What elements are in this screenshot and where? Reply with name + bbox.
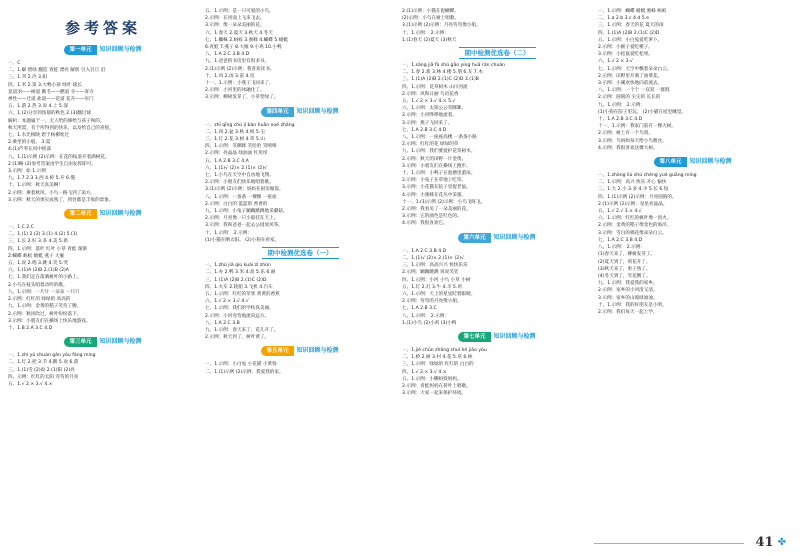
- answer-line: 四、1.(1)A (2)B 2.(1)C (2)D: [598, 30, 660, 36]
- answer-line: 3.示例：燕子飞回来了。: [402, 120, 453, 126]
- answer-line: 3.示例：鸟妈妈每天给小鸟喂食。: [598, 138, 667, 144]
- answer-line: 一、1.sāng jiā fǔ shǔ gāo yíng huā rán chuán: [402, 63, 506, 69]
- unit-banner-tag: 第八单元: [654, 157, 686, 167]
- answer-line: 十、1.示例： 2.示例：: [205, 230, 252, 236]
- answer-line: 七、1.我们走在落满树叶的小路上。: [8, 275, 82, 281]
- answer-line: 八、1.A 2.C 3.B: [205, 320, 240, 326]
- answer-line: (3)秋天来了，果子熟了。: [598, 266, 651, 272]
- answer-line: 2.示例：小猴子爱吃桃子。: [598, 45, 653, 51]
- answer-line: (1)小猫在晒太阳。 (2)小狗在看家。: [205, 237, 280, 243]
- answer-line: 三、1.示例：高高兴兴 快快乐乐: [402, 263, 468, 269]
- answer-line: 七、1.A 2.B 3.C: [402, 306, 437, 312]
- answer-line: 二、1.办 2.鸭 3.米 4.高 5.乐 6.丽: [205, 270, 276, 276]
- unit-banner-text: 知识回顾与检测: [493, 332, 536, 340]
- answer-line: 2.示例：我看见了一朵美丽的花。: [402, 207, 471, 213]
- answer-line: 4.(1)芦苇在风中摇荡: [8, 147, 52, 153]
- answer-line: 二、1.冈 2.盆 3.秋 4.纸 5.尖: [205, 129, 265, 135]
- answer-line: 七、1.水光相映 碧于杨柳吹过: [8, 133, 69, 139]
- page-number: 41: [755, 535, 774, 550]
- answer-line: 2.示例：小朋友们快乐地唱着歌。: [205, 180, 274, 186]
- answer-line: 2.示例：金黄的稻子像金色的海洋。: [598, 223, 672, 229]
- answer-line: 六、1.(1)√ (2)× 2.(1)× (2)√: [205, 165, 267, 171]
- answer-line: 六、1.(1)A (2)B 2.(1)B (2)A: [8, 268, 69, 274]
- answer-line: 一、1.zhǔ jiǎ qiú kuài zǐ zhǔn: [205, 263, 271, 269]
- column-2: [205, 8, 395, 528]
- answer-line: 2.示例：风和日丽 鸟语花香: [402, 91, 459, 97]
- answer-line: 3.(1)示例 (2)示例：妈妈在厨房做饭。: [205, 187, 284, 193]
- answer-line: 五、1.示例：小蝌蚪找妈妈。: [402, 376, 462, 382]
- answer-line: 3.示例：它的颜色是红色的。: [402, 214, 462, 220]
- answer-line: 七、1.蜘蛛 2.蚂蚁 3.蜜蜂 4.蝴蝶 5.蜻蜓: [205, 37, 288, 43]
- answer-line: 十、1.示例：秋天真美啊！: [8, 183, 63, 189]
- answer-line: 2.示例：圆圆的 尖尖的 长长的: [598, 95, 661, 101]
- answer-line: 六、1.√ 2.× 3.√: [598, 59, 633, 65]
- answer-line: 三、1.(1)A (2)B 2.(1)C (2)D: [205, 277, 267, 283]
- answer-line: 四、1.(1)示例 (2)示例：月亮圆圆的。: [598, 194, 677, 200]
- answer-line: 八、1.(1)示例 (2)示例：在花的枝条开着满树花。: [8, 154, 110, 160]
- answer-line: 禅性——迁道 盐道——花道 花卉——宰门: [8, 97, 94, 103]
- answer-line: 4.示例：小蜜蜂在花丛中采蜜。: [402, 192, 467, 198]
- unit-banner-text: 知识回顾与检测: [296, 107, 339, 115]
- unit-banner-tag: 第六单元: [458, 233, 490, 243]
- answer-line: 2.示例：我们每天一起上学。: [598, 309, 658, 315]
- answer-line: 竟道羽——树道 鹅毛——燃道 寺——寄寺: [8, 89, 94, 95]
- unit-banner-text: 知识回顾与检测: [296, 347, 339, 355]
- answer-line: 2.示例：秋天的田野一片金黄。: [402, 156, 467, 162]
- answer-line: 二、1.(1) 2.(2) 3.(1) 4.(2) 5.(1): [8, 232, 78, 238]
- answer-line: 3.示例：大家一起来保护环境。: [402, 391, 467, 397]
- unit-banner: [205, 106, 395, 118]
- answer-line: 三、1.(1)雪 (2)雨 2.(1)阳 (2)亮: [8, 367, 75, 373]
- answer-line: 六、1.示例：天上的星星眨着眼睛。: [402, 291, 476, 297]
- answer-line: 九、1.示例：小兔子蹦蹦跳跳地采蘑菇。: [205, 209, 288, 215]
- answer-line: 十、1.示例：我的好朋友是小明。: [598, 302, 667, 308]
- unit-banner-text: 知识回顾与检测: [99, 210, 142, 218]
- answer-line: 三、1.示例：绿绿的 红红的 白白的: [402, 362, 474, 368]
- unit-banner: [402, 232, 592, 244]
- answer-line: 五、1.A 2.B 3.C 4.A: [205, 158, 249, 164]
- answer-line: 2.蝴蝶 蚂蚁 蜻蜓 燕子 大雁: [8, 253, 65, 259]
- answer-line: 2.示例：白白的 蓝蓝的 香香的: [205, 201, 268, 207]
- answer-line: 四、1.示例：小河 小鸟 小草 小树: [402, 277, 471, 283]
- answer-line: 一、C: [8, 61, 21, 66]
- answer-line: 十、1.B 2.A 3.C 4.D: [8, 325, 53, 331]
- answer-line: 3.(1)示例 (2)示例：月亮弯弯像小船。: [402, 23, 481, 29]
- unit-banner-tag: 第四单元: [261, 107, 293, 117]
- answer-line: 五、1.示例：是一只可爱的小鸟。: [205, 9, 274, 14]
- answer-line: 五、1.游 2.热 3.说 4.上 5.深: [8, 104, 68, 110]
- answer-line: 四、1.√ 2.× 3.√ 4.×: [402, 369, 447, 375]
- answer-line: 4.示例：我很喜欢它。: [402, 221, 448, 227]
- answer-line: 一、zhī qīng chù jí bàn huān xué zhǎng: [205, 122, 295, 128]
- answer-line: 六、1.(2)分享到浓郁的秋色 2.(3)翻过球: [8, 111, 91, 117]
- answer-line: 2.(1)示例 (2)示例：星星亮晶晶。: [598, 201, 668, 207]
- answer-line: 一、1.zhí yǔ chuán gǎn yòu fǎng míng: [8, 353, 96, 359]
- answer-line: 2.示例：蹦蹦跳跳 说说笑笑: [402, 270, 459, 276]
- answer-line: 二、1.解 碧绿 翻造 青蛙 漂亮 解别 引入目旦 沿: [8, 68, 106, 74]
- answer-line: 解析：本题属于一、无人给的修给与孩子和的。: [8, 118, 105, 124]
- answer-line: 十一、1.(1)示例 (2)示例：小鸟飞呀飞。: [402, 199, 486, 205]
- answer-line: 2.示例：亮晶晶 绿油油 红彤彤: [205, 151, 268, 157]
- answer-line: 二、1.(1)示例 (2)示例：我爱我的家。: [205, 369, 284, 375]
- answer-line: 七、1.示例：我们的学校真美丽。: [205, 306, 274, 312]
- answer-line: 七、1.小鸟在天空中自由地飞翔。: [205, 173, 274, 179]
- section-heading: [205, 248, 395, 258]
- unit-banner-tag: 第三单元: [64, 337, 96, 347]
- answer-line: 十、1.示例：小鸭子在池塘里游泳。: [402, 171, 476, 177]
- answer-line: 二、1.(1)√ (2)× 2.(1)× (2)√: [402, 255, 464, 261]
- answer-line: 八、1.示例：一条条 一棵棵 一座座: [205, 194, 277, 200]
- answer-line: 十、1.A 2.B 3.C 4.D: [598, 117, 643, 123]
- answer-line: 十一、1.示例：我家门前有一棵大树。: [598, 124, 676, 130]
- answer-line: 2.示例：青蛙妈妈在荷叶上唱歌。: [402, 383, 471, 389]
- unit-banner: [8, 44, 198, 56]
- answer-line: 七、1.A 2.C 3.B 4.D: [598, 237, 643, 243]
- answer-line: 2.示例：秋天到了，树叶黄了。: [205, 335, 270, 341]
- answer-line: 1.(1)小鸟 (2)小鸡 (3)小鸭: [402, 320, 457, 326]
- answer-line: (1)春天来了，柳树发芽了。: [598, 252, 656, 258]
- answer-line: 四、1.火车 2.轮船 3.飞机 4.汽车: [205, 284, 273, 290]
- answer-line: 3.示例：秋天的果实成熟了，到处都是丰收的景象。: [8, 197, 114, 203]
- answer-line: 五、1.√ 2.× 3.√ 4.× 5.√: [402, 99, 456, 105]
- answer-line: 二、1.a 2.b 3.c 4.d 5.e: [598, 16, 649, 22]
- answer-line: 二、1.桥 2.树 3.村 4.花 5.草 6.林: [402, 355, 473, 361]
- answer-line: 八、1.A 2.C 3.B 4.D: [205, 52, 250, 58]
- answer-line: 三、1.长 2.好 3.多 4.美 5.新: [8, 239, 68, 245]
- answer-line: 3.示例：柳树发芽了，小草变绿了。: [205, 95, 279, 101]
- unit-banner-text: 知识回顾与检测: [689, 158, 732, 166]
- answer-line: 九、1.示例：我爱我的家乡。: [598, 281, 658, 287]
- unit-banner-tag: 第一单元: [64, 45, 96, 55]
- answer-line: 2.乘坐的小船。 3.夏: [8, 140, 51, 146]
- answer-line: 3.示例：家乡的山坡绿油油。: [598, 295, 658, 301]
- answer-line: 2.示例：小河里的冰融化了。: [205, 88, 265, 94]
- answer-line: 2.小鸟在枝头唱着动听的歌。: [8, 282, 68, 288]
- answer-line: 3.示例：小朋友们在操场上跑步。: [402, 163, 471, 169]
- answer-line: 2.示例：红红的 绿绿的 高高的: [8, 297, 71, 303]
- answer-line: 一、1.jié chūn zhòng shuǐ hé jiāo yóu: [402, 347, 487, 353]
- answer-line: 2.示例：在河面上飞来飞去。: [205, 16, 265, 22]
- answer-line: 一、1.C 2.C: [8, 225, 34, 231]
- answer-line: 2.(1)示例：小猫在捉蝴蝶。: [402, 9, 459, 14]
- answer-line: 四、1.米 2.第 3.大鸭小孩 绿叶 疏长: [8, 82, 83, 88]
- answer-line: 1.(1)春天 (2)夏天 (3)秋天: [402, 37, 457, 43]
- answer-line: 2.(1)示例 (2)示例：我喜欢读书。: [205, 66, 275, 72]
- answer-line: 4.示例：我很喜欢这棵大树。: [598, 145, 658, 151]
- answer-line: 2.示例：小河哗哗地流着。: [402, 113, 457, 119]
- answer-line: 九、1.7 2.3 3.西 4.桥 5.开 6.慢: [8, 176, 76, 182]
- answer-line: 十、1.风 2.雨 3.雷 4.电: [205, 73, 255, 79]
- answer-line: 四、1.示例：落叶 红叶 小草 青蛙 渐渐: [8, 246, 88, 252]
- answer-line: 2.示例：家乡的小河清又清。: [598, 288, 658, 294]
- answer-line: 2.示例：树上有一个鸟窝。: [598, 131, 653, 137]
- answer-line: 三、1.灯 2.花 3.树 4.草 5.山: [205, 137, 265, 143]
- answer-line: 五、1.√ 2.√ 3.× 4.√: [598, 209, 642, 215]
- answer-line: 五、1.示例：红红的苹果 黄黄的香蕉: [205, 291, 280, 297]
- answer-line: 二、1.春 2.新 3.林 4.楼 5.朋 6.友 7.木: [402, 70, 483, 76]
- answer-line: 二、1.示例：高兴 快乐 开心 愉快: [598, 180, 667, 186]
- answer-line: 2.示例：月亮像一只小船挂在天上。: [205, 216, 279, 222]
- answer-line: (4)冬天到了，雪花飘了。: [598, 273, 651, 279]
- answer-line: (2)夏天到了，荷花开了。: [598, 259, 651, 265]
- answer-line: 四、1.示例：笑眯眯 笑哈哈 笑嘻嘻: [205, 144, 277, 150]
- unit-banner: [598, 156, 788, 168]
- answer-line: 2.示例：红红的花 绿绿的草: [402, 142, 459, 148]
- answer-line: 一、1.示例：蝴蝶 蜻蜓 蜜蜂 蚂蚁: [598, 9, 667, 14]
- answer-line: 3.示例：小朋友们在操场上快乐地游戏。: [8, 318, 91, 324]
- page-title: 参考答案: [64, 19, 141, 37]
- answer-line: 六、1.示例：红红的枫叶像一团火。: [598, 216, 672, 222]
- column-4: [598, 8, 788, 528]
- answer-line: 八、1.示例：一座座高楼 一条条小路: [402, 135, 477, 141]
- answer-line: 八、1.示例： 2.示例：: [598, 245, 645, 251]
- unit-banner-tag: 第二单元: [64, 209, 96, 219]
- answer-line: 3.示例：小花猫在院子里捉老鼠。: [402, 185, 471, 191]
- answer-line: 七、1.A 2.B 3.C 4.D: [402, 127, 447, 133]
- answer-line: 2.示例：小兔子在草地上吃草。: [402, 178, 467, 184]
- answer-line: 三、1.大 2.小 3.多 4.少 5.长 6.短: [598, 187, 669, 193]
- answer-line: 十、1.示例： 2.示例：: [402, 30, 449, 36]
- unit-banner-tag: 第七单元: [458, 332, 490, 342]
- answer-line: 十一、1.示例：小燕子飞回来了。: [205, 81, 274, 87]
- section-heading-text: 期中检测优选卷（一）: [262, 247, 339, 259]
- unit-banner-tag: 第五单元: [261, 346, 293, 356]
- answer-line: 五、1.灯 2.灯 3.牛 4.羊 5.鸡: [402, 284, 462, 290]
- answer-line: 七、1.示例：天空中飘着朵朵白云。: [598, 66, 672, 72]
- answer-line: 四、1.示例：花草树木 山川河流: [402, 84, 468, 90]
- answer-line: 六、1.√ 2.× 3.√ 4.√: [205, 299, 249, 305]
- unit-banner: [402, 331, 592, 343]
- unit-banner-text: 知识回顾与检测: [493, 233, 536, 241]
- answer-line: 3.示例：如 1.示例: [8, 169, 46, 175]
- column-3: [402, 8, 592, 528]
- column-1: [8, 8, 198, 528]
- answer-line: 六、1.示例：太阳公公笑眯眯。: [402, 106, 467, 112]
- answer-line: 三、1.(1)A (2)B 2.(1)C (2)D 3.(1)B: [402, 77, 479, 83]
- section-heading: [402, 48, 592, 58]
- answer-line: 2.示例：田野里开满了油菜花。: [598, 73, 663, 79]
- answer-line: 3.示例：我和爸爸一起去公园放风筝。: [205, 223, 283, 229]
- answer-line: 九、1.爸爸的书房里有很多书。: [205, 59, 270, 65]
- answer-line: 八、1.示例：一片片 一朵朵 一只只: [8, 289, 80, 295]
- answer-line: 五、1.√ 2.× 3.√ 4.×: [8, 381, 53, 387]
- unit-banner: [205, 345, 395, 357]
- answer-line: 九、1.示例：我们要爱护花草树木。: [402, 149, 476, 155]
- page-footer: [756, 535, 786, 550]
- unit-banner-text: 知识回顾与检测: [99, 338, 142, 346]
- answer-line: 九、1.示例： 2.示例：: [598, 102, 645, 108]
- answer-line: 八、1.示例：一个个 一双双 一群群: [598, 88, 670, 94]
- answer-line: 六、1.春天 2.夏天 3.秋天 4.冬天: [205, 30, 273, 36]
- answer-line: 八、1.示例： 2.示例：: [402, 313, 449, 319]
- footer-rule: [594, 543, 744, 544]
- answer-line: 2.示例：弯弯的月亮像小船。: [402, 299, 462, 305]
- answer-line: 五、1.说 2.唱 3.跳 4.笑 5.哭: [8, 261, 68, 267]
- answer-line: 三、1.刊 2.冷 3.阳: [8, 75, 48, 81]
- flower-icon: ✤: [777, 537, 786, 548]
- unit-banner-text: 知识回顾与检测: [99, 46, 142, 53]
- unit-banner: [8, 336, 198, 348]
- answer-line: 3.示例：小松鼠爱吃松果。: [598, 52, 653, 58]
- answer-line: 3.示例：雪白的棉花像朵朵白云。: [598, 230, 667, 236]
- answer-line: 九、1.示例：春天来了，花儿开了。: [205, 327, 279, 333]
- answer-line: 一、1.A 2.C 3.B 4.D: [402, 248, 447, 254]
- answer-line: 6.青蛙 7.燕子 8.大雁 9.小鸡 10.小鸭: [205, 45, 282, 51]
- answer-line: 2.示例：乘着秋风，小鸟一路飞到了南方。: [8, 190, 96, 196]
- answer-line: 一、1.示例：小白兔 小花猫 小黄狗: [205, 362, 277, 368]
- answer-line: 秋天所需，有个所得到的快乐，以及给自己的喜悦。: [8, 125, 114, 131]
- unit-banner: [8, 208, 198, 220]
- answer-line: 2.示例：秋风吹过，树叶纷纷落下。: [8, 311, 82, 317]
- answer-line: 五、1.示例：小白兔爱吃萝卜。: [598, 37, 663, 43]
- answer-line: 四、示例：红红的太阳 弯弯的月亮: [8, 374, 79, 380]
- answer-line: 三、1.示例：春天的花 夏天的雨: [598, 23, 664, 29]
- answer-line: 二、1.灯 2.把 3.节 4.鹅 5.欢 6.游: [8, 360, 79, 366]
- answer-line: 3.示例：小溪欢快地向前流去。: [598, 81, 663, 87]
- answer-line: (2)示例：小鸟在树上唱歌。: [402, 16, 460, 22]
- section-heading-text: 期中检测优选卷（二）: [459, 47, 536, 59]
- answer-line: 一、1.zhòng liú shù chéng yuè guāng míng: [598, 173, 697, 179]
- answer-line: 3.示例：像一朵朵美丽的花。: [205, 23, 265, 29]
- answer-line: (1)小狗在院子里玩。 (2)小猫在屋里睡觉。: [598, 109, 686, 115]
- answer-line: 2.示例：小河弯弯地流向远方。: [205, 313, 270, 319]
- answer-line: 九、1.示例：金黄的稻子笑弯了腰。: [8, 304, 82, 310]
- answer-line: 2.(1)略 (2)参考答案由学生自由发挥即可。: [8, 161, 96, 167]
